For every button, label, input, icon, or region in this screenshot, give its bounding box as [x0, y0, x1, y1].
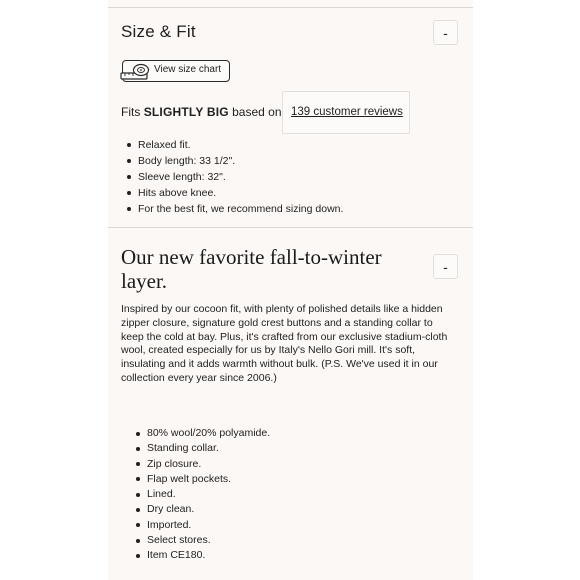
- customer-reviews-link[interactable]: 139 customer reviews: [291, 106, 403, 118]
- list-item: 80% wool/20% polyamide.: [131, 426, 270, 441]
- view-size-chart-label: View size chart: [154, 64, 222, 75]
- top-divider: [108, 7, 473, 8]
- list-item: Relaxed fit.: [122, 137, 343, 153]
- size-fit-title: Size & Fit: [121, 22, 196, 41]
- list-item: Body length: 33 1/2".: [122, 153, 343, 169]
- list-item: Zip closure.: [131, 457, 270, 472]
- product-description: Inspired by our cocoon fit, with plenty of polished details like a hidden zipper closure, signature gold crest buttons and a standing collar to keep the cold at bay. Plus, it's crafted from our exclusive stadium-cloth wool, created especially for us by Italy's Nello Gori mill. It's soft, insulating and it adds warmth without bulk. (P.S. We've used it in our collection every year since 2006.): [121, 303, 448, 384]
- fit-prefix: Fits: [121, 105, 141, 119]
- minus-icon: -: [443, 258, 448, 275]
- list-item: Hits above knee.: [122, 185, 343, 201]
- list-item: Sleeve length: 32".: [122, 169, 343, 185]
- measuring-tape-icon: [120, 60, 154, 82]
- list-item: Standing collar.: [131, 441, 270, 456]
- list-item: Select stores.: [131, 533, 270, 548]
- details-title: Our new favorite fall-to-winter layer.: [121, 245, 382, 293]
- size-fit-collapse-button[interactable]: [433, 20, 458, 45]
- fit-value: SLIGHTLY BIG: [143, 105, 229, 119]
- list-item: Imported.: [131, 518, 270, 533]
- list-item: For the best fit, we recommend sizing down.: [122, 201, 343, 217]
- product-details-panel: [108, 0, 473, 580]
- product-features-list: [131, 426, 270, 564]
- minus-icon: -: [443, 24, 448, 41]
- fit-summary: [121, 105, 282, 119]
- list-item: Dry clean.: [131, 502, 270, 517]
- list-item: Flap welt pockets.: [131, 472, 270, 487]
- view-size-chart-button[interactable]: [122, 60, 230, 82]
- fit-based-on: based on: [232, 105, 282, 119]
- size-fit-list: [122, 137, 343, 217]
- customer-reviews-box[interactable]: [282, 91, 410, 134]
- list-item: Item CE180.: [131, 548, 270, 563]
- list-item: Lined.: [131, 487, 270, 502]
- section-divider: [108, 227, 473, 228]
- details-collapse-button[interactable]: [433, 254, 458, 279]
